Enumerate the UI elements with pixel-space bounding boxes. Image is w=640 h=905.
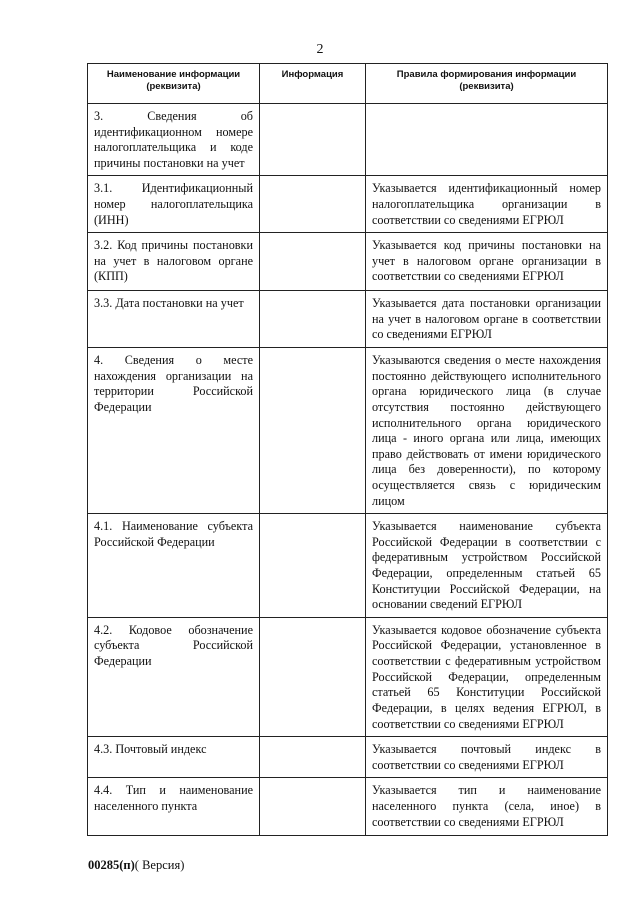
row-name-cell: 4.1. Наименование субъекта Российской Федерации xyxy=(88,514,260,618)
table-row xyxy=(88,348,608,514)
row-rule-cell: Указывается идентификационный номер налогоплательщика организации в соответствии со сведениями ЕГРЮЛ xyxy=(366,176,608,233)
table-row xyxy=(88,617,608,736)
row-info-cell xyxy=(260,104,366,176)
row-info-cell xyxy=(260,778,366,836)
row-info-cell xyxy=(260,233,366,291)
requisites-table xyxy=(87,63,608,836)
row-name-cell: 4.3. Почтовый индекс xyxy=(88,737,260,778)
row-rule-cell: Указывается наименование субъекта Российской Федерации в соответствии с федеративным устройством Российской Федерации, определенным статьей 65 Конституции Российской Федерации, на основании сведений ЕГРЮЛ xyxy=(366,514,608,618)
row-name-cell: 4.4. Тип и наименование населенного пункта xyxy=(88,778,260,836)
row-info-cell xyxy=(260,291,366,348)
row-rule-cell xyxy=(366,104,608,176)
table-header xyxy=(88,64,608,104)
row-info-cell xyxy=(260,514,366,618)
table-body xyxy=(88,104,608,836)
row-rule-cell: Указывается почтовый индекс в соответствии со сведениями ЕГРЮЛ xyxy=(366,737,608,778)
table-row xyxy=(88,778,608,836)
page-number: 2 xyxy=(316,42,324,57)
table-row xyxy=(88,737,608,778)
row-rule-cell: Указывается тип и наименование населенного пункта (села, иное) в соответствии со сведениями ЕГРЮЛ xyxy=(366,778,608,836)
row-info-cell xyxy=(260,737,366,778)
header-rule: Правила формирования информации (реквизита) xyxy=(366,64,608,104)
row-rule-cell: Указывается дата постановки организации на учет в налоговом органе в соответствии со сведениями ЕГРЮЛ xyxy=(366,291,608,348)
table-row xyxy=(88,233,608,291)
row-name-cell: 3. Сведения об идентификационном номере налогоплательщика и коде причины постановки на учет xyxy=(88,104,260,176)
table-row xyxy=(88,176,608,233)
table-row xyxy=(88,514,608,618)
row-rule-cell: Указывается кодовое обозначение субъекта Российской Федерации, установленное в соответствии с федеративным устройством Российской Федерации, определенным статьей 65 Конституции Российской Федерации, в целях ведения ЕГРЮЛ, в соответствии со сведениями ЕГРЮЛ xyxy=(366,617,608,736)
table-row xyxy=(88,104,608,176)
document-code: 00285(п) xyxy=(88,858,135,872)
row-name-cell: 3.3. Дата постановки на учет xyxy=(88,291,260,348)
row-name-cell: 4.2. Кодовое обозначение субъекта Российской Федерации xyxy=(88,617,260,736)
row-name-cell: 3.2. Код причины постановки на учет в налоговом органе (КПП) xyxy=(88,233,260,291)
header-row xyxy=(88,64,608,104)
row-name-cell: 4. Сведения о месте нахождения организации на территории Российской Федерации xyxy=(88,348,260,514)
document-footer xyxy=(88,858,184,873)
document-version: ( Версия) xyxy=(134,858,185,872)
row-name-cell: 3.1. Идентификационный номер налогоплательщика (ИНН) xyxy=(88,176,260,233)
header-name: Наименование информации (реквизита) xyxy=(88,64,260,104)
row-info-cell xyxy=(260,617,366,736)
row-info-cell xyxy=(260,176,366,233)
row-info-cell xyxy=(260,348,366,514)
table-row xyxy=(88,291,608,348)
row-rule-cell: Указывается код причины постановки на учет в налоговом органе организации в соответствии со сведениями ЕГРЮЛ xyxy=(366,233,608,291)
row-rule-cell: Указываются сведения о месте нахождения постоянно действующего исполнительного органа юридического лица (в случае отсутствия постоянно действующего исполнительного органа юридического лица - иного органа или лица, имеющих право действовать от имени юридического лица без доверенности), по которому осуществляется связь с юридическим лицом xyxy=(366,348,608,514)
header-info: Информация xyxy=(260,64,366,104)
